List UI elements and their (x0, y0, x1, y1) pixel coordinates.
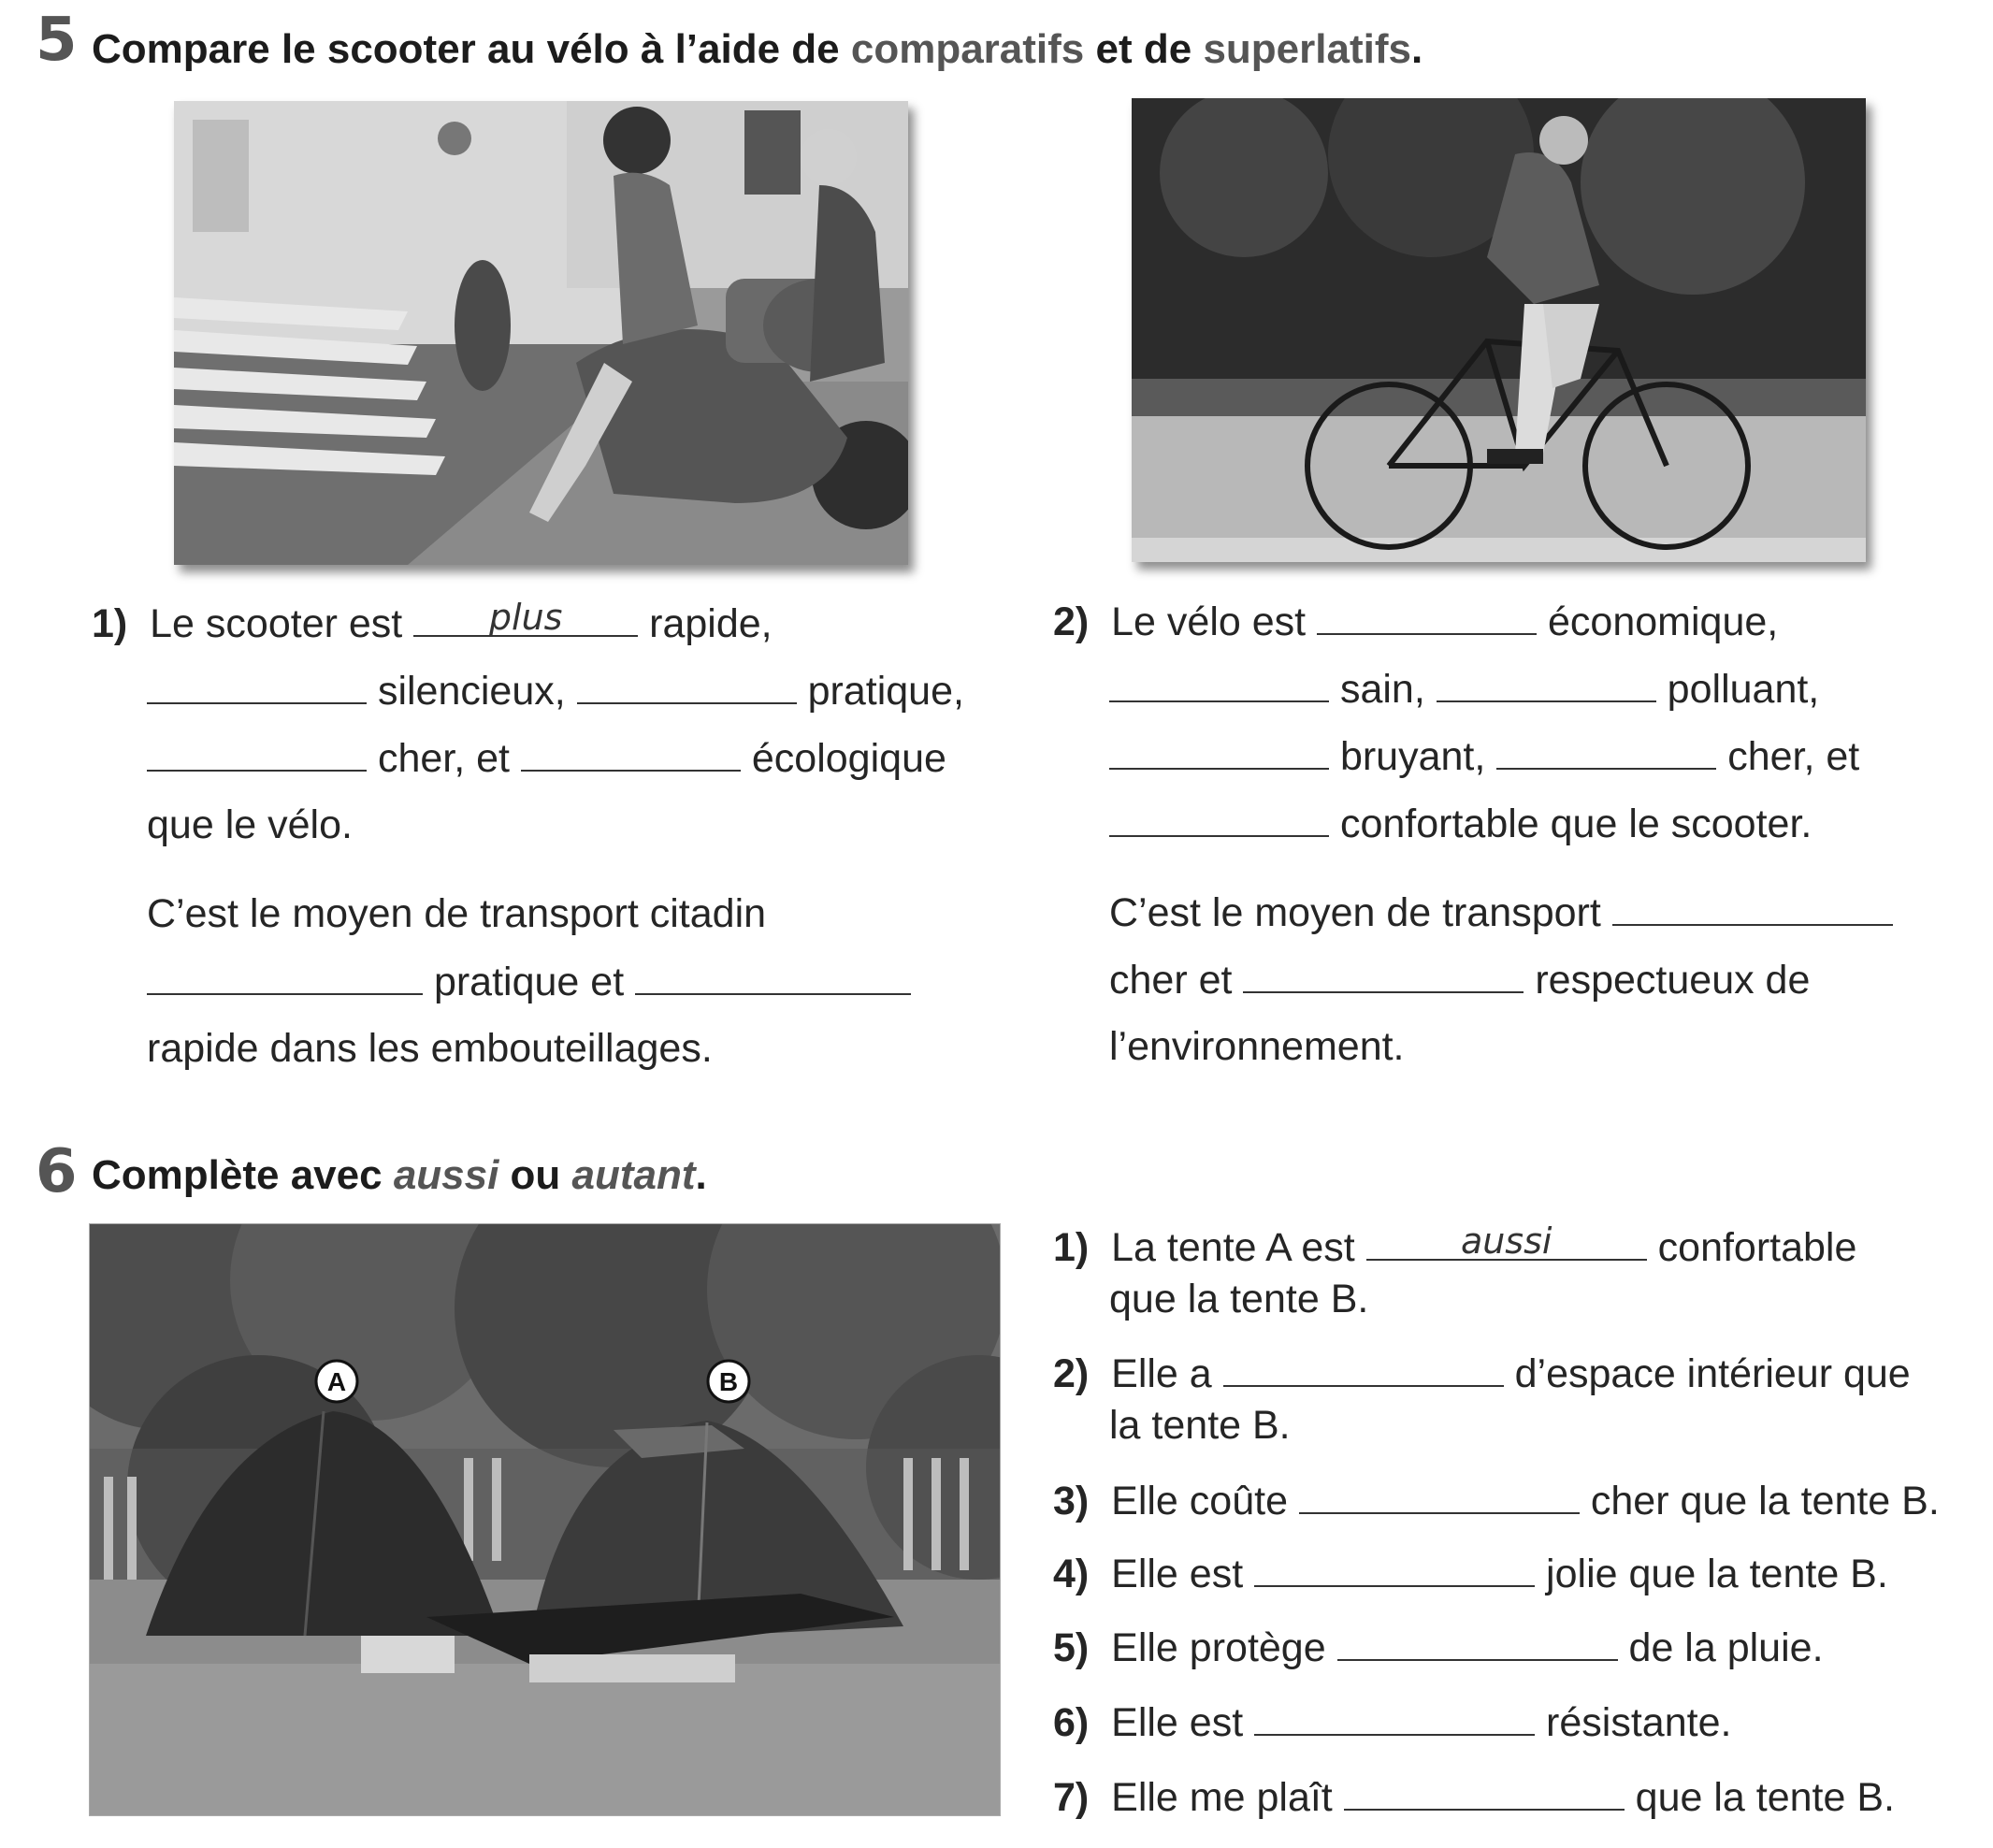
ex6-item-7: 7) Elle me plaît que la tente B. (1053, 1775, 1895, 1820)
question-number: 3) (1053, 1479, 1090, 1523)
ex6-item-1: 1) La tente A est aussi confortable (1053, 1220, 1857, 1270)
ex5-q1-sentence1: C’est le moyen de transport citadin (147, 891, 767, 936)
answer-blank[interactable] (1612, 892, 1893, 926)
ex5-q1-sentence3: rapide dans les embouteillages. (147, 1026, 713, 1071)
answer-blank[interactable] (1337, 1627, 1618, 1661)
answer-blank[interactable] (1243, 960, 1524, 993)
answer-blank[interactable] (1317, 601, 1537, 635)
answer-blank[interactable] (577, 671, 797, 704)
exercise-6-title: Complète avec aussi ou autant. (92, 1152, 707, 1198)
question-number: 6) (1053, 1700, 1090, 1745)
answer-blank[interactable] (635, 961, 911, 995)
ex5-q2-line4: confortable que le scooter. (1109, 803, 1812, 845)
ex5-q2-line1: 2) Le vélo est économique, (1053, 599, 1779, 644)
tent-label-b: B (718, 1367, 739, 1396)
ex6-item-1-cont: que la tente B. (1109, 1277, 1369, 1321)
ex5-q2-sentence1: C’est le moyen de transport (1109, 892, 1893, 933)
ex6-item-6: 6) Elle est résistante. (1053, 1700, 1732, 1745)
answer-blank[interactable] (1366, 1220, 1647, 1262)
question-number: 4) (1053, 1552, 1090, 1596)
ex6-item-3: 3) Elle coûte cher que la tente B. (1053, 1479, 1940, 1523)
answer-blank[interactable] (1254, 1553, 1535, 1587)
exercise-number-6: 6 (36, 1137, 76, 1206)
answer-blank[interactable] (1109, 669, 1329, 702)
exercise-5-title: Compare le scooter au vélo à l’aide de comparatifs et de superlatifs. (92, 26, 1423, 72)
ex5-q2-sentence3: l’environnement. (1109, 1024, 1405, 1069)
ex5-q1-sentence2: pratique et (147, 961, 911, 1003)
answer-blank[interactable] (147, 961, 423, 995)
ex5-q1-line3: cher, et écologique (147, 738, 946, 779)
question-number: 1) (92, 601, 128, 646)
ex6-item-4: 4) Elle est jolie que la tente B. (1053, 1552, 1888, 1596)
bicycle-photo (1132, 98, 1866, 562)
ex6-item-2: 2) Elle a d’espace intérieur que (1053, 1351, 1911, 1396)
question-number: 5) (1053, 1625, 1090, 1670)
question-number: 2) (1053, 1351, 1090, 1396)
answer-blank[interactable] (147, 738, 367, 772)
answer-blank[interactable] (147, 671, 367, 704)
exercise-number-5: 5 (36, 6, 76, 75)
answer-blank[interactable] (1109, 803, 1329, 837)
handwritten-answer: aussi (1460, 1220, 1553, 1262)
question-number: 1) (1053, 1225, 1090, 1270)
ex5-q1-line1: 1) Le scooter est plus rapide, (92, 597, 773, 646)
ex6-item-5: 5) Elle protège de la pluie. (1053, 1625, 1824, 1670)
ex5-q2-line3: bruyant, cher, et (1109, 736, 1859, 777)
answer-blank[interactable] (1254, 1702, 1535, 1736)
tents-photo (89, 1223, 1001, 1816)
ex5-q2-line2: sain, polluant, (1109, 669, 1819, 710)
answer-blank[interactable] (521, 738, 741, 772)
ex5-q1-line4: que le vélo. (147, 802, 353, 847)
handwritten-answer: plus (488, 597, 563, 638)
answer-blank[interactable] (1437, 669, 1656, 702)
ex5-q1-line2: silencieux, pratique, (147, 671, 964, 712)
answer-blank[interactable] (1344, 1777, 1625, 1811)
answer-blank[interactable] (1299, 1480, 1580, 1514)
scooter-photo (174, 101, 908, 565)
tent-label-a: A (326, 1367, 347, 1396)
question-number: 7) (1053, 1775, 1090, 1820)
answer-blank[interactable] (1223, 1353, 1504, 1387)
answer-blank[interactable] (413, 597, 638, 638)
question-number: 2) (1053, 599, 1090, 644)
ex5-q2-sentence2: cher et respectueux de (1109, 958, 1811, 1003)
answer-blank[interactable] (1109, 736, 1329, 770)
ex6-item-2-cont: la tente B. (1109, 1403, 1291, 1448)
answer-blank[interactable] (1496, 736, 1716, 770)
